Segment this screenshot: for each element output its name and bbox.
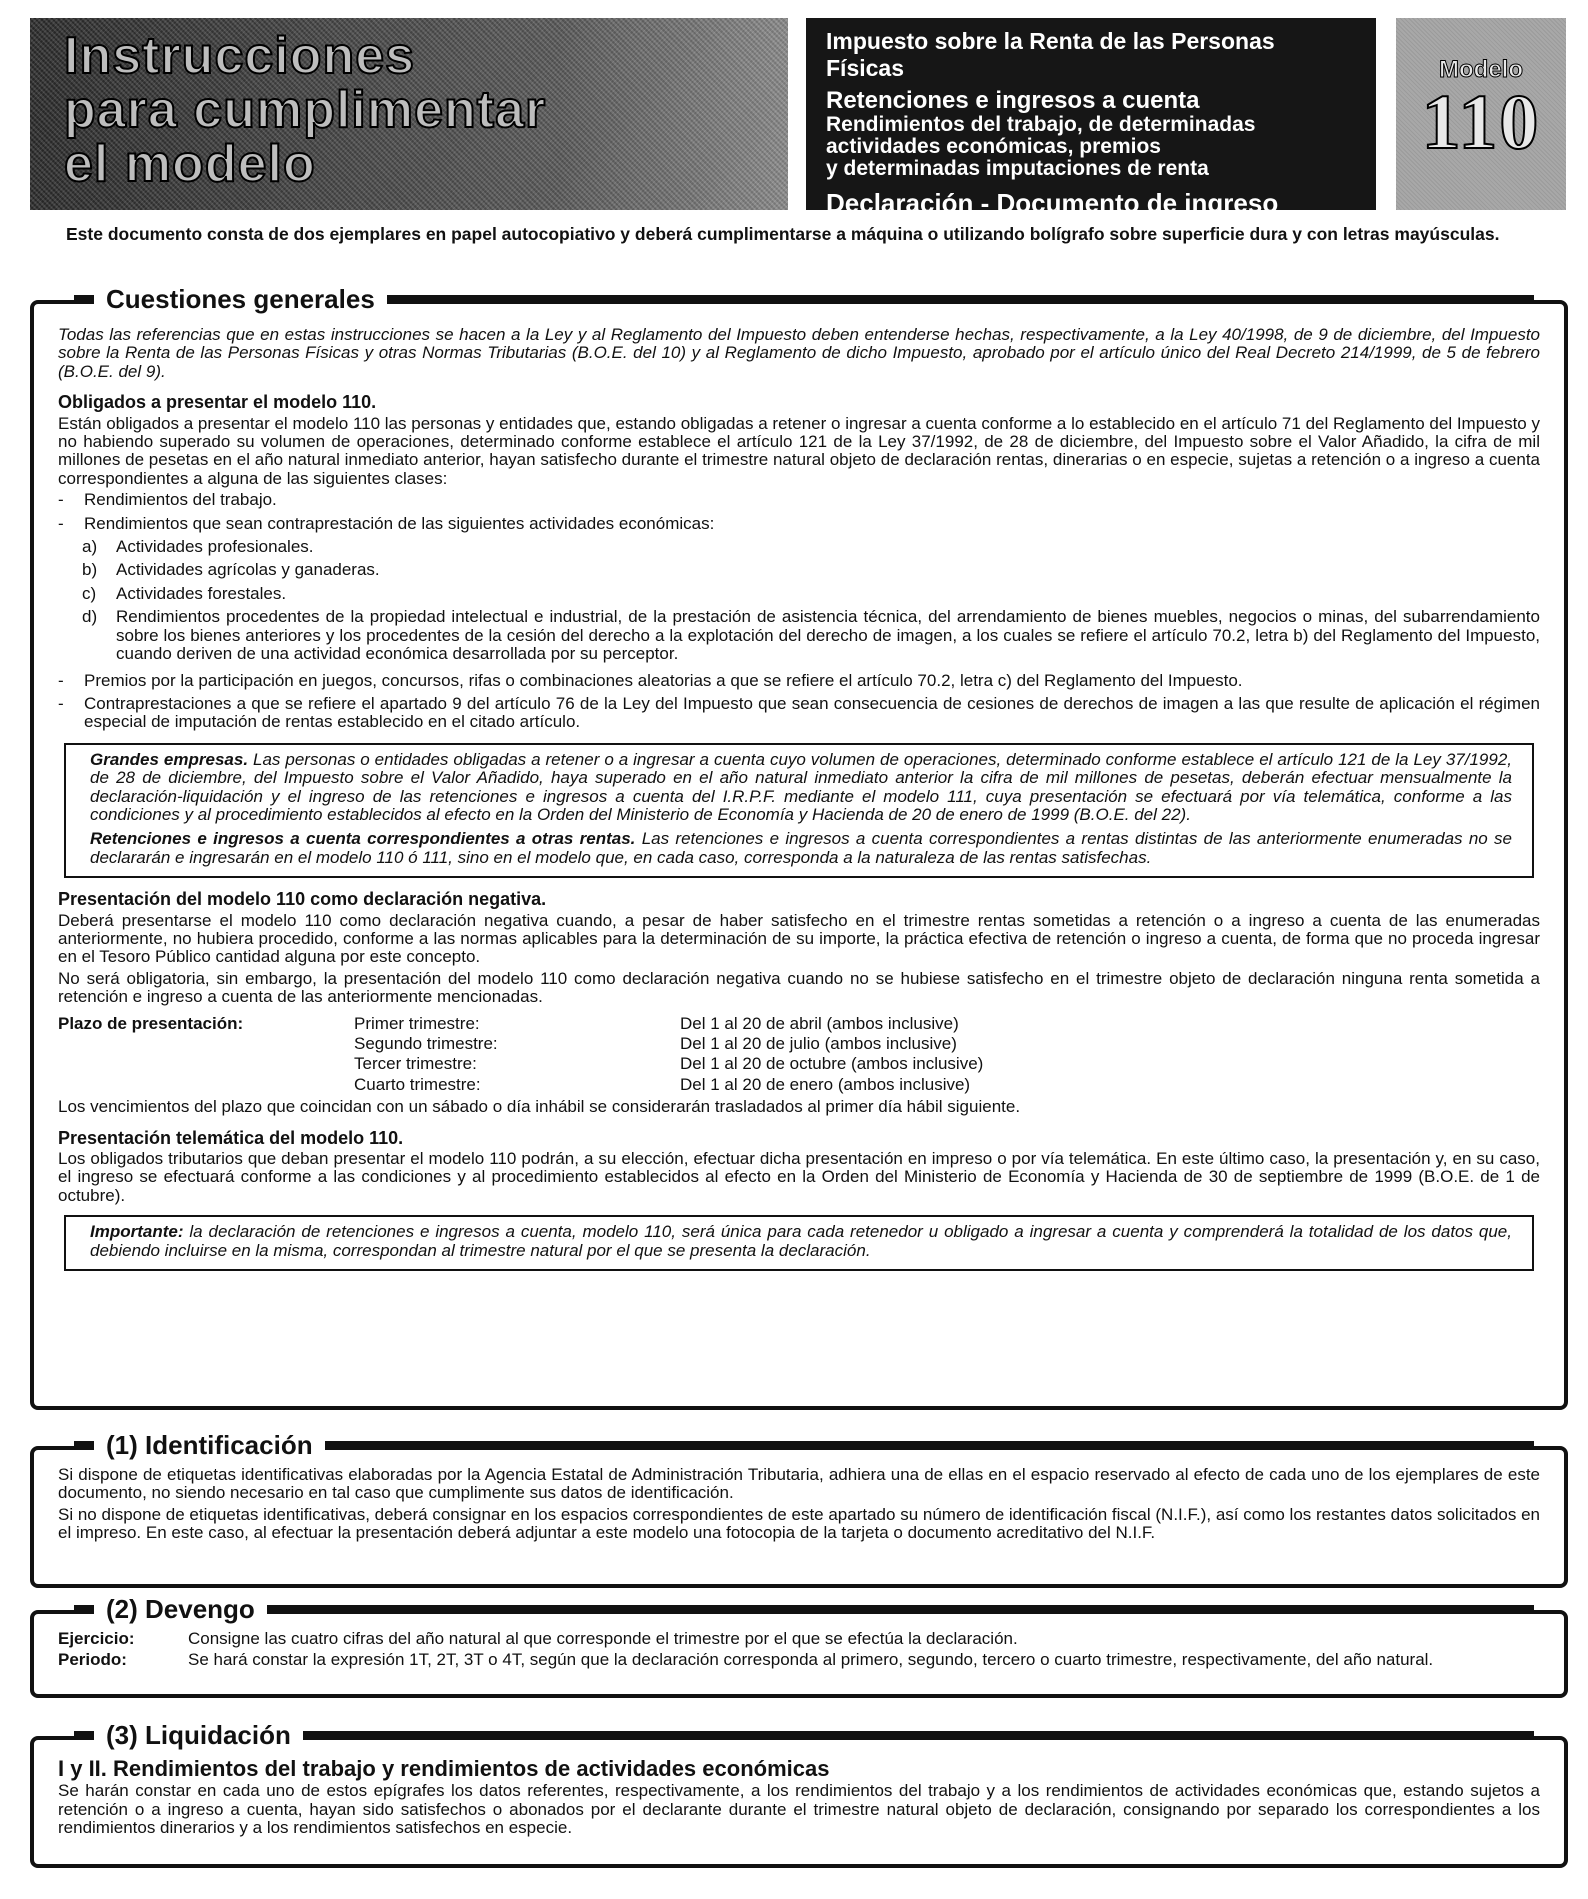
plazo-label: Plazo de presentación: xyxy=(58,1013,244,1033)
modelo-badge xyxy=(1396,18,1566,210)
list-item: d) Rendimientos procedentes de la propiedad intelectual e industrial, de la prestación de asistencia técnica, del arrendamiento de bienes muebles, negocios o minas, del subarrendamiento sobre los bienes anteriores y los procedentes de la cesión del derecho a la explotación del derecho de imagen, a los cuales se refiere el artículo 70.2, letra b) del Reglamento del Impuesto, cuando deriven de una actividad económica desarrollada por su perceptor. xyxy=(82,607,1540,664)
importante-box xyxy=(64,1215,1534,1271)
section-title: (1) Identificación xyxy=(94,1430,325,1461)
obligados-heading: Obligados a presentar el modelo 110. xyxy=(58,392,377,413)
title-banner xyxy=(30,18,788,210)
identificacion-paragraph-2: Si no dispone de etiquetas identificativas, deberá consignar en los espacios correspondientes de este apartado su número de identificación fiscal (N.I.F.), así como los restantes datos solicitados en el impreso. En este caso, al efectuar la presentación deberá adjuntar a este modelo una fotocopia de la tarjeta o documento acreditativo del N.I.F. xyxy=(58,1504,1540,1543)
form-info-block xyxy=(806,18,1376,218)
section-title: (3) Liquidación xyxy=(94,1720,303,1751)
section-devengo xyxy=(30,1593,1568,1698)
importante-text: la declaración de retenciones e ingresos a cuenta, modelo 110, será única para cada retenedor u obligado a ingresar a cuenta y comprenderá la totalidad de los datos que, debiendo incluirse en la misma, correspondan al trimestre natural por el que se presenta la declaración. xyxy=(90,1222,1512,1260)
vencimientos-note: Los vencimientos del plazo que coincidan con un sábado o día inhábil se considerarán trasladados al primer día hábil siguiente. xyxy=(58,1097,1021,1117)
section-generales xyxy=(30,283,1568,1410)
importante-label: Importante: xyxy=(90,1222,184,1242)
grandes-label: Grandes empresas. xyxy=(90,749,249,769)
subject-detail-1: Rendimientos del trabajo, de determinadas xyxy=(826,113,1256,136)
modelo-number: 110 xyxy=(1421,78,1541,165)
otras-label: Retenciones e ingresos a cuenta correspondientes a otras rentas. xyxy=(90,829,636,849)
section-title-bar xyxy=(94,1594,1544,1624)
otras-text: Las retenciones e ingresos a cuenta correspondientes a rentas distintas de las anteriormente enumeradas no se declararán e ingresarán en el modelo 110 ó 111, sino en el modelo que, en cada caso, corresponda a la naturaleza de las rentas satisfechas. xyxy=(90,829,1512,867)
ejercicio-label: Ejercicio: xyxy=(58,1629,135,1648)
list-item: - Rendimientos del trabajo. xyxy=(58,490,277,510)
list-item: - Rendimientos que sean contraprestación de las siguientes actividades económicas: xyxy=(58,513,715,533)
title-line-1: Instrucciones xyxy=(64,27,416,85)
section-content xyxy=(58,1630,1540,1673)
telematica-heading: Presentación telemática del modelo 110. xyxy=(58,1127,404,1148)
plazo-trimestre: Primer trimestre: xyxy=(354,1013,480,1033)
plazo-trimestre: Segundo trimestre: xyxy=(354,1034,498,1053)
periodo-label: Periodo: xyxy=(58,1650,127,1670)
liquidacion-paragraph: Se harán constar en cada uno de estos epígrafes los datos referentes, respectivamente, a los rendimientos del trabajo y a los rendimientos de actividades económicas que, estando sujetos a retención o a ingreso a cuenta, hayan sido satisfechos o abonados por el declarante durante el trimestre natural objeto de declaración, consignando por separado los correspondientes a los rendimientos dinerarios y a los rendimientos satisfechos en especie. xyxy=(58,1781,1540,1838)
section-title: (2) Devengo xyxy=(94,1594,267,1625)
plazo-fecha: Del 1 al 20 de abril (ambos inclusive) xyxy=(680,1013,959,1033)
grandes-empresas-box xyxy=(64,743,1534,878)
page-header xyxy=(30,18,1566,218)
doc-type: Declaración - Documento de ingreso xyxy=(826,188,1279,218)
section-title-bar xyxy=(94,1720,1544,1750)
negativa-paragraph-1: Deberá presentarse el modelo 110 como declaración negativa cuando, a pesar de haber satisfecho en el trimestre rentas sometidas a retención o a ingreso a cuenta de las enumeradas anteriormente, no hubiera procedido, conforme a las normas aplicables para la determinación de su importe, la práctica efectiva de retención o ingreso a cuenta, de forma que no proceda ingresar en el Tesoro Público cantidad alguna por este concepto. xyxy=(58,910,1540,967)
obligados-paragraph: Están obligados a presentar el modelo 110 las personas y entidades que, estando obligadas a retener o ingresar a cuenta conforme a lo establecido en el artículo 71 del Reglamento del Impuesto y no habiendo superado su volumen de operaciones, determinado conforme establece el artículo 121 de la Ley 37/1992, de 28 de diciembre, del Impuesto sobre el Valor Añadido, la cifra de mil millones de pesetas en el año natural inmediato anterior, hayan satisfecho durante el trimestre natural objeto de declaración rentas, dinerarias o en especie, sujetas a retención o a ingreso a cuenta correspondientes a alguna de las siguientes clases: xyxy=(58,413,1540,488)
plazo-table xyxy=(58,1015,1540,1095)
list-item: a) Actividades profesionales. xyxy=(82,537,314,557)
negativa-heading: Presentación del modelo 110 como declaración negativa. xyxy=(58,889,547,910)
references-paragraph: Todas las referencias que en estas instrucciones se hacen a la Ley y al Reglamento del Impuesto deben entenderse hechas, respectivamente, a la Ley 40/1998, de 9 de diciembre, del Impuesto sobre la Renta de las Personas Físicas y otras Normas Tributarias (B.O.E. del 10) y al Reglamento de dicho Impuesto, aprobado por el artículo único del Real Decreto 214/1999, de 5 de febrero (B.O.E. del 9). xyxy=(58,325,1540,381)
tax-name: Impuesto sobre la Renta de las Personas Físicas xyxy=(826,28,1275,81)
section-liquidacion xyxy=(30,1719,1568,1868)
section-title-bar xyxy=(94,1430,1544,1460)
section-content xyxy=(58,1756,1540,1841)
devengo-grid xyxy=(58,1630,1540,1673)
plazo-fecha: Del 1 al 20 de octubre (ambos inclusive) xyxy=(680,1054,984,1074)
title-line-3: el modelo xyxy=(64,135,316,193)
form-subject: Retenciones e ingresos a cuenta xyxy=(826,87,1200,114)
title-line-2: para cumplimentar xyxy=(64,81,547,139)
plazo-trimestre: Tercer trimestre: xyxy=(354,1054,477,1074)
list-item: - Contraprestaciones a que se refiere el apartado 9 del artículo 76 de la Ley del Impuesto que sean consecuencia de cesiones de derechos de imagen a las que resulte de aplicación el régimen especial de imputación de rentas establecido en el citado artículo. xyxy=(58,693,1540,732)
modelo-label: Modelo xyxy=(1439,56,1523,83)
intro-text: Este documento consta de dos ejemplares en papel autocopiativo y deberá cumplimentarse a máquina o utilizando bolígrafo sobre superficie dura y con letras mayúsculas. xyxy=(66,224,1500,244)
section-content xyxy=(58,326,1540,1281)
ejercicio-text: Consigne las cuatro cifras del año natural al que corresponde el trimestre por el que se efectúa la declaración. xyxy=(188,1629,1018,1648)
subject-detail-2: actividades económicas, premios xyxy=(826,135,1161,158)
plazo-fecha: Del 1 al 20 de julio (ambos inclusive) xyxy=(680,1034,957,1053)
periodo-text: Se hará constar la expresión 1T, 2T, 3T o 4T, según que la declaración corresponda al primero, segundo, tercero o cuarto trimestre, respectivamente, del año natural. xyxy=(188,1650,1434,1670)
section-title-bar xyxy=(94,284,1544,314)
section-title: Cuestiones generales xyxy=(94,284,387,315)
subject-detail-3: y determinadas imputaciones de renta xyxy=(826,157,1209,180)
telematica-paragraph: Los obligados tributarios que deban presentar el modelo 110 podrán, a su elección, efectuar dicha presentación en impreso o por vía telemática. En este último caso, la presentación y, en su caso, el ingreso se efectuará conforme a las condiciones y al procedimiento establecidos al efecto en la Orden del Ministerio de Economía y Hacienda de 30 de septiembre de 1999 (B.O.E. de 1 de octubre). xyxy=(58,1149,1540,1205)
plazo-trimestre: Cuarto trimestre: xyxy=(354,1074,481,1094)
section-content xyxy=(58,1466,1540,1546)
list-item: b) Actividades agrícolas y ganaderas. xyxy=(82,560,380,580)
liquidacion-subheading: I y II. Rendimientos del trabajo y rendimientos de actividades económicas xyxy=(58,1756,830,1781)
list-item: c) Actividades forestales. xyxy=(82,583,287,603)
negativa-paragraph-2: No será obligatoria, sin embargo, la presentación del modelo 110 como declaración negativa cuando no se hubiese satisfecho en el trimestre objeto de declaración ninguna renta sometida a retención e ingreso a cuenta de las anteriormente mencionadas. xyxy=(58,968,1540,1007)
section-identificacion xyxy=(30,1429,1568,1588)
plazo-fecha: Del 1 al 20 de enero (ambos inclusive) xyxy=(680,1074,971,1094)
identificacion-paragraph-1: Si dispone de etiquetas identificativas elaboradas por la Agencia Estatal de Administración Tributaria, adhiera una de ellas en el espacio reservado al efecto de cada uno de los ejemplares de este documento, no siendo necesario en tal caso que cumplimente sus datos de identificación. xyxy=(58,1465,1540,1503)
grandes-text: Las personas o entidades obligadas a retener o a ingresar a cuenta cuyo volumen de operaciones, determinado conforme establece el artículo 121 de la Ley 37/1992, de 28 de diciembre, del Impuesto sobre el Valor Añadido, haya superado en el año natural inmediato anterior la cifra de mil millones de pesetas, deberán efectuar mensualmente la declaración-liquidación y el ingreso de las retenciones e ingresos a cuenta del I.R.P.F. mediante el modelo 111, cuya presentación se efectuará por vía telemática, conforme a las condiciones y al procedimiento establecidos al efecto en la Orden del Ministerio de Economía y Hacienda de 20 de enero de 1999 (B.O.E. del 22). xyxy=(90,749,1512,824)
list-item: - Premios por la participación en juegos, concursos, rifas o combinaciones aleatorias a que se refiere el artículo 70.2, letra c) del Reglamento del Impuesto. xyxy=(58,670,1243,690)
